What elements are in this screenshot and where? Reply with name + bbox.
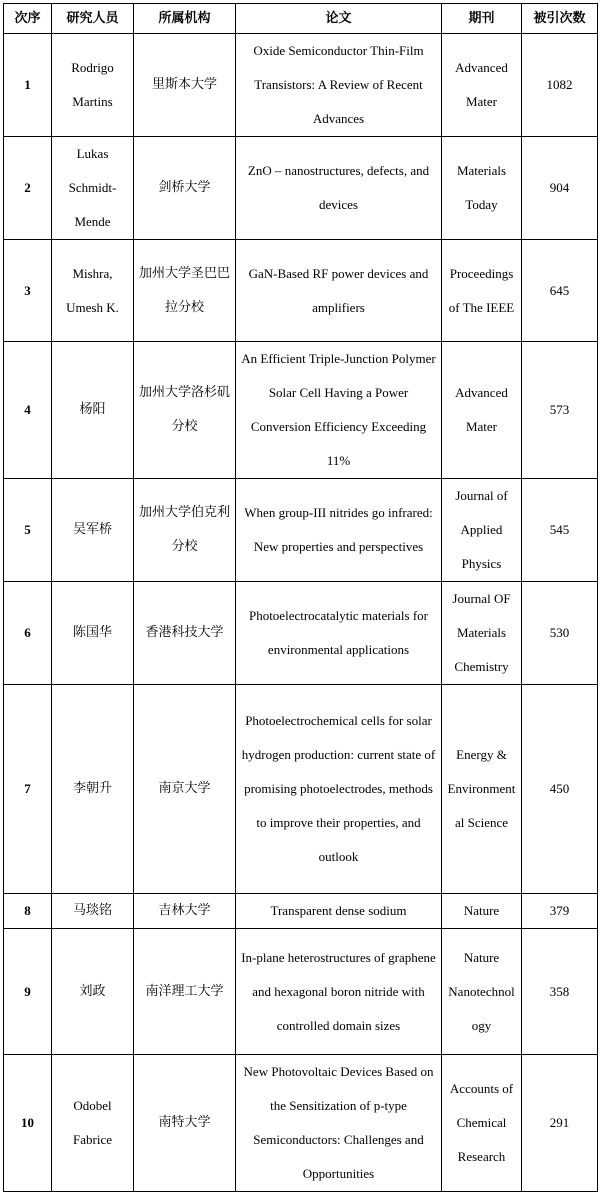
citations-cell: 573 — [522, 342, 598, 479]
journal-cell: Accounts of Chemical Research — [442, 1055, 522, 1192]
researcher-cell: 杨阳 — [52, 342, 134, 479]
journal-cell: Advanced Mater — [442, 342, 522, 479]
table-row — [4, 685, 598, 894]
paper-cell: An Efficient Triple-Junction Polymer Solar Cell Having a Power Conversion Efficiency Exceeding 11% — [236, 342, 442, 479]
rank-cell: 7 — [4, 685, 52, 894]
rank-cell: 2 — [4, 137, 52, 240]
paper-cell: When group-III nitrides go infrared: New properties and perspectives — [236, 479, 442, 582]
header-paper: 论文 — [236, 4, 442, 34]
researcher-cell: 马琰铭 — [52, 894, 134, 929]
citations-cell: 291 — [522, 1055, 598, 1192]
researcher-cell: 陈国华 — [52, 582, 134, 685]
paper-cell: New Photovoltaic Devices Based on the Sensitization of p-type Semiconductors: Challenges and Opportunities — [236, 1055, 442, 1192]
researcher-cell: Rodrigo Martins — [52, 34, 134, 137]
rank-cell: 8 — [4, 894, 52, 929]
citations-cell: 1082 — [522, 34, 598, 137]
researcher-cell: 刘政 — [52, 929, 134, 1055]
institution-cell: 加州大学圣巴巴拉分校 — [134, 240, 236, 342]
journal-cell: Journal of Applied Physics — [442, 479, 522, 582]
rank-cell: 9 — [4, 929, 52, 1055]
citations-cell: 904 — [522, 137, 598, 240]
rank-cell: 5 — [4, 479, 52, 582]
institution-cell: 南特大学 — [134, 1055, 236, 1192]
header-researcher: 研究人员 — [52, 4, 134, 34]
journal-cell: Proceedings of The IEEE — [442, 240, 522, 342]
rank-cell: 4 — [4, 342, 52, 479]
table-row — [4, 240, 598, 342]
citations-cell: 545 — [522, 479, 598, 582]
institution-cell: 南京大学 — [134, 685, 236, 894]
journal-cell: Nature — [442, 894, 522, 929]
table-row — [4, 894, 598, 929]
table-row — [4, 1055, 598, 1192]
header-institution: 所属机构 — [134, 4, 236, 34]
journal-cell: Journal OF Materials Chemistry — [442, 582, 522, 685]
header-citations: 被引次数 — [522, 4, 598, 34]
header-row — [4, 4, 598, 34]
journal-cell: Nature Nanotechnology — [442, 929, 522, 1055]
header-journal: 期刊 — [442, 4, 522, 34]
table-row — [4, 929, 598, 1055]
journal-cell: Energy & Environmental Science — [442, 685, 522, 894]
table-row — [4, 34, 598, 137]
institution-cell: 吉林大学 — [134, 894, 236, 929]
table-row — [4, 582, 598, 685]
header-rank: 次序 — [4, 4, 52, 34]
citations-cell: 530 — [522, 582, 598, 685]
institution-cell: 加州大学伯克利分校 — [134, 479, 236, 582]
researcher-cell: Lukas Schmidt-Mende — [52, 137, 134, 240]
paper-cell: Photoelectrochemical cells for solar hydrogen production: current state of promising photoelectrodes, methods to improve their properties, and outlook — [236, 685, 442, 894]
institution-cell: 里斯本大学 — [134, 34, 236, 137]
citations-cell: 645 — [522, 240, 598, 342]
paper-cell: Photoelectrocatalytic materials for environmental applications — [236, 582, 442, 685]
citations-cell: 450 — [522, 685, 598, 894]
citations-cell: 358 — [522, 929, 598, 1055]
paper-cell: GaN-Based RF power devices and amplifiers — [236, 240, 442, 342]
rank-cell: 6 — [4, 582, 52, 685]
researcher-cell: Mishra, Umesh K. — [52, 240, 134, 342]
journal-cell: Materials Today — [442, 137, 522, 240]
paper-cell: Transparent dense sodium — [236, 894, 442, 929]
table-row — [4, 479, 598, 582]
institution-cell: 香港科技大学 — [134, 582, 236, 685]
rank-cell: 1 — [4, 34, 52, 137]
table-row — [4, 342, 598, 479]
citation-table — [3, 3, 598, 1192]
citations-cell: 379 — [522, 894, 598, 929]
researcher-cell: 吴军桥 — [52, 479, 134, 582]
paper-cell: In-plane heterostructures of graphene and hexagonal boron nitride with controlled domain sizes — [236, 929, 442, 1055]
institution-cell: 剑桥大学 — [134, 137, 236, 240]
table-row — [4, 137, 598, 240]
rank-cell: 3 — [4, 240, 52, 342]
paper-cell: ZnO – nanostructures, defects, and devices — [236, 137, 442, 240]
institution-cell: 南洋理工大学 — [134, 929, 236, 1055]
paper-cell: Oxide Semiconductor Thin-Film Transistors: A Review of Recent Advances — [236, 34, 442, 137]
researcher-cell: Odobel Fabrice — [52, 1055, 134, 1192]
journal-cell: Advanced Mater — [442, 34, 522, 137]
rank-cell: 10 — [4, 1055, 52, 1192]
institution-cell: 加州大学洛杉矶分校 — [134, 342, 236, 479]
researcher-cell: 李朝升 — [52, 685, 134, 894]
